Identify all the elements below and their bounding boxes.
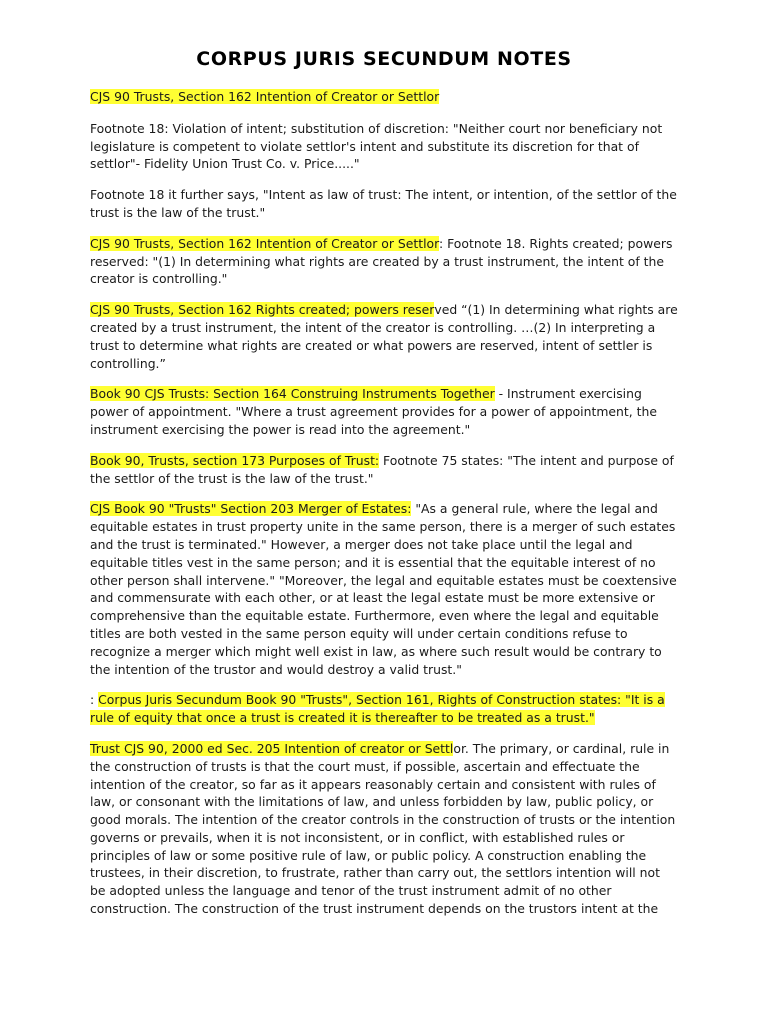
paragraph-3 — [90, 186, 678, 222]
paragraph-4-text: : Footnote 18. Rights created; powers reserved: "(1) In determining what rights are created by a trust instrument, the intent of the creator is controlling." — [90, 235, 673, 287]
highlight-5: CJS 90 Trusts, Section 162 Rights created; powers reser — [90, 302, 435, 318]
highlight-9: Corpus Juris Secundum Book 90 "Trusts", Section 161, Rights of Construction states: "It is a rule of equity that once a trust is created it is thereafter to be treated as a trust." — [90, 692, 665, 726]
paragraph-2-text: Footnote 18: Violation of intent; substitution of discretion: "Neither court nor beneficiary not legislature is competent to violate settlor's intent and substitute its discretion for that of settlor"- Fidelity Union Trust Co. v. Price....." — [90, 120, 663, 172]
paragraph-10 — [90, 740, 678, 918]
highlight-8: CJS Book 90 "Trusts" Section 203 Merger of Estates: — [90, 501, 412, 517]
paragraph-8-text: "As a general rule, where the legal and equitable estates in trust property unite in the same person, there is a merger of such estates and the trust is terminated." However, a merger does not take place until the legal and equitable titles vest in the same person; and it is essential that the equitable interest of no other person shall intervene." "Moreover, the legal and equitable estates must be coextensive and commensurate with each other, or at least the legal estate must be more extensive or comprehensive than the equitable estate. Furthermore, even where the legal and equitable titles are both vested in the same person equity will under certain conditions refuse to recognize a merger which might well exist in law, as where such result would be contrary to the intention of the trustor and would destroy a valid trust." — [90, 501, 677, 677]
paragraph-9-prefix: : — [90, 692, 99, 708]
highlight-7: Book 90, Trusts, section 173 Purposes of Trust: — [90, 452, 380, 468]
paragraph-7 — [90, 452, 678, 488]
paragraph-2 — [90, 120, 678, 173]
paragraph-4 — [90, 235, 678, 288]
page-title: CORPUS JURIS SECUNDUM NOTES — [196, 48, 572, 70]
paragraph-1 — [90, 88, 678, 106]
paragraph-3-text: Footnote 18 it further says, "Intent as law of trust: The intent, or intention, of the settlor of the trust is the law of the trust." — [90, 187, 677, 220]
highlight-1: CJS 90 Trusts, Section 162 Intention of Creator or Settlor — [90, 89, 440, 104]
paragraph-5 — [90, 301, 678, 372]
paragraph-7-text: Footnote 75 states: "The intent and purpose of the settlor of the trust is the law of the trust." — [90, 452, 674, 486]
paragraph-8 — [90, 500, 678, 678]
highlight-4: CJS 90 Trusts, Section 162 Intention of Creator or Settlor — [90, 235, 439, 251]
paragraph-10-text: or. The primary, or cardinal, rule in the construction of trusts is that the court must, if possible, ascertain and effectuate the intention of the creator, so far as it appears reasonably certain and consistent with rules of law, or consonant with the limitations of law, and unless forbidden by law, public policy, or good morals. The intention of the creator controls in the construction of trusts or the intention governs or prevails, when it is not inconsistent, or in conflict, with established rules or principles of law or some positive rule of law, or public policy. A construction enabling the trustees, in their discretion, to frustrate, rather than carry out, the settlors intention will not be adopted unless the language and tenor of the trust instrument admit of no other construction. The construction of the trust instrument depends on the trustors intent at the — [90, 740, 676, 917]
highlight-6: Book 90 CJS Trusts: Section 164 Construing Instruments Together — [90, 386, 495, 402]
paragraph-6 — [90, 385, 678, 438]
paragraph-6-text: - Instrument exercising power of appointment. "Where a trust agreement provides for a power of appointment, the instrument exercising the power is read into the agreement." — [90, 386, 657, 437]
paragraph-9 — [90, 691, 678, 727]
highlight-10: Trust CJS 90, 2000 ed Sec. 205 Intention of creator or Settl — [90, 740, 454, 756]
paragraph-5-text: ved “(1) In determining what rights are created by a trust instrument, the intent of the creator is controlling. …(2) In interpreting a trust to determine what rights are created or what powers are reserved, intent of settler is controlling.” — [90, 302, 678, 371]
